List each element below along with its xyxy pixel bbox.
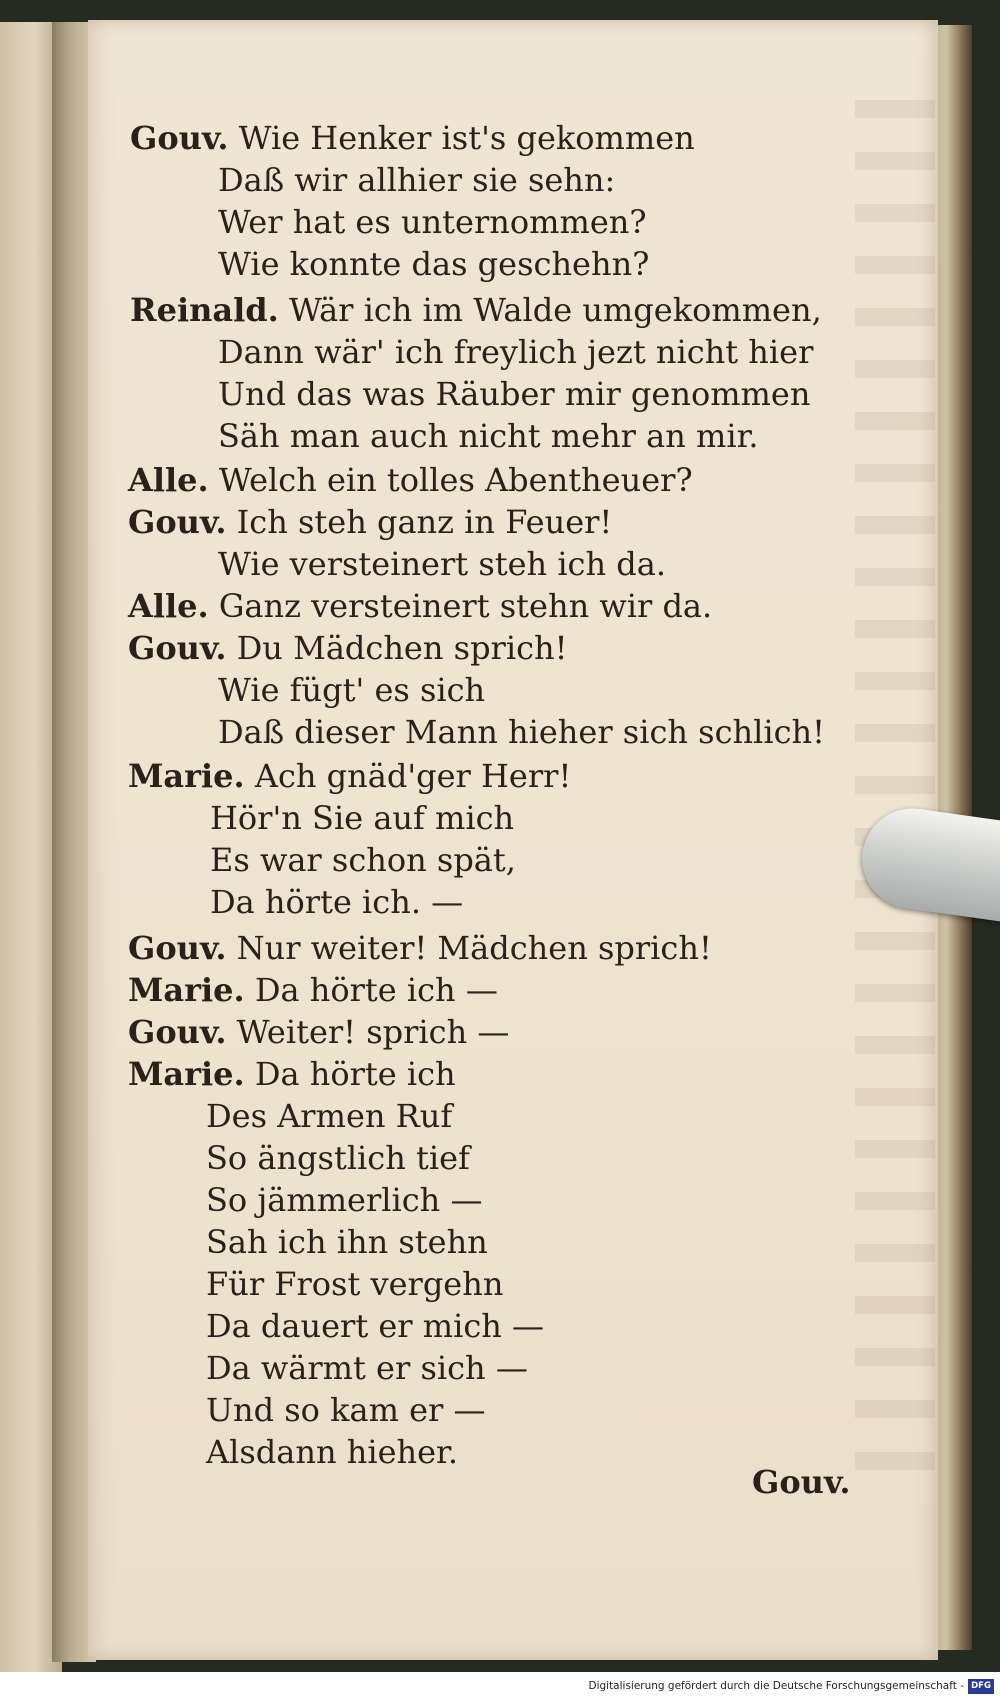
verse-text: Und das was Räuber mir genommen [218, 375, 811, 413]
script-line [128, 586, 712, 626]
script-line [218, 374, 810, 414]
script-line [128, 460, 693, 500]
script-line [218, 202, 647, 242]
verse-text: Ganz versteinert stehn wir da. [218, 587, 713, 625]
verse-text: Da dauert er mich — [206, 1307, 545, 1345]
verse-text: Weiter! sprich — [236, 1013, 510, 1051]
verse-text: Es war schon spät, [210, 841, 516, 879]
verse-text: Des Armen Ruf [206, 1097, 453, 1135]
script-line [206, 1390, 485, 1430]
verse-text: Welch ein tolles Abentheuer? [218, 461, 693, 499]
verse-text: Da hörte ich — [254, 971, 498, 1009]
script-line [128, 628, 567, 668]
speaker-label: Marie. [128, 971, 245, 1009]
script-line [130, 290, 822, 330]
speaker-label: Gouv. [128, 629, 227, 667]
speaker-label: Alle. [128, 461, 209, 499]
script-line [206, 1306, 544, 1346]
verse-text: Wie fügt' es sich [218, 671, 486, 709]
verse-text: Du Mädchen sprich! [236, 629, 568, 667]
script-line [218, 160, 615, 200]
script-line [128, 756, 571, 796]
verse-text: Säh man auch nicht mehr an mir. [218, 417, 759, 455]
script-line [218, 670, 485, 710]
speaker-label: Gouv. [130, 119, 229, 157]
script-line [128, 1054, 456, 1094]
speaker-label: Marie. [128, 1055, 245, 1093]
script-line [206, 1222, 488, 1262]
script-line [128, 502, 612, 542]
verse-text: Für Frost vergehn [206, 1265, 504, 1303]
verse-text: Da hörte ich. — [210, 883, 464, 921]
verse-text: Da hörte ich [254, 1055, 456, 1093]
verse-text: Wer hat es unternommen? [218, 203, 647, 241]
speaker-label: Gouv. [128, 1013, 227, 1051]
verse-text: Hör'n Sie auf mich [210, 799, 515, 837]
verse-text: Ich steh ganz in Feuer! [236, 503, 613, 541]
verse-text: Da wärmt er sich — [206, 1349, 528, 1387]
script-line [210, 840, 516, 880]
verse-text: Wie Henker ist's gekommen [238, 119, 695, 157]
script-line [128, 1012, 509, 1052]
script-line [206, 1096, 452, 1136]
catchword: Gouv. [752, 1463, 851, 1501]
dfg-logo: DFG [968, 1679, 994, 1694]
verse-text: Wär ich im Walde umgekommen, [288, 291, 822, 329]
script-line [218, 244, 649, 284]
footer-credit: Digitalisierung gefördert durch die Deutsche Forschungsgemeinschaft - [588, 1680, 964, 1692]
verse-text: Sah ich ihn stehn [206, 1223, 488, 1261]
verse-text: Daß dieser Mann hieher sich schlich! [218, 713, 825, 751]
speaker-label: Gouv. [128, 929, 227, 967]
script-line [130, 118, 695, 158]
script-line [218, 544, 666, 584]
verse-text: Dann wär' ich freylich jezt nicht hier [218, 333, 814, 371]
verse-text: Nur weiter! Mädchen sprich! [236, 929, 712, 967]
script-line [206, 1264, 503, 1304]
verse-text: Alsdann hieher. [206, 1433, 458, 1471]
speaker-label: Marie. [128, 757, 245, 795]
script-line [218, 416, 759, 456]
verse-text: Wie konnte das geschehn? [218, 245, 650, 283]
script-line [128, 970, 498, 1010]
script-line [206, 1348, 528, 1388]
speaker-label: Gouv. [128, 503, 227, 541]
script-line [206, 1138, 470, 1178]
verse-text: Daß wir allhier sie sehn: [218, 161, 616, 199]
footer-bar [0, 1672, 1000, 1702]
verse-text: Ach gnäd'ger Herr! [254, 757, 572, 795]
script-line [210, 798, 514, 838]
speaker-label: Alle. [128, 587, 209, 625]
speaker-label: Reinald. [130, 291, 279, 329]
verse-text: Wie versteinert steh ich da. [218, 545, 666, 583]
script-line [210, 882, 463, 922]
script-line [218, 712, 825, 752]
verse-text: Und so kam er — [206, 1391, 486, 1429]
script-line [218, 332, 813, 372]
script-line [206, 1180, 482, 1220]
script-line [206, 1432, 458, 1472]
script-line [128, 928, 712, 968]
verse-text: So ängstlich tief [206, 1139, 470, 1177]
verse-text: So jämmerlich — [206, 1181, 483, 1219]
